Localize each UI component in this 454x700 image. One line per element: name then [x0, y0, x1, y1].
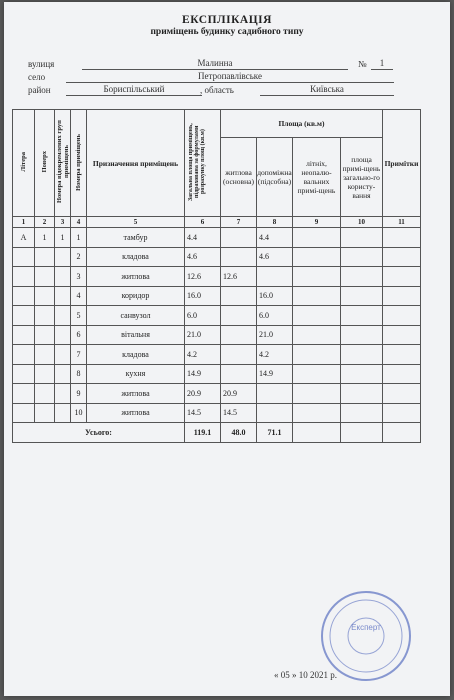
- header-aux: допоміжна (підсобна): [257, 138, 293, 217]
- cell-no: 7: [71, 345, 87, 365]
- cell-lit: [13, 364, 35, 384]
- column-number: 6: [185, 217, 221, 228]
- header-notes: Примітки: [383, 110, 421, 217]
- number-label: №: [358, 59, 367, 69]
- cell-lit: [13, 306, 35, 326]
- cell-empty: [341, 247, 383, 267]
- cell-name: житлова: [87, 267, 185, 287]
- cell-empty: [383, 384, 421, 404]
- header-room-no: Номера приміщень: [71, 110, 87, 217]
- cell-aux: [257, 384, 293, 404]
- column-number: 7: [221, 217, 257, 228]
- table-row: [13, 345, 421, 365]
- cell-no: 6: [71, 325, 87, 345]
- street-value: Малинна: [82, 58, 348, 70]
- cell-grp: [55, 247, 71, 267]
- cell-no: 3: [71, 267, 87, 287]
- cell-empty: [341, 306, 383, 326]
- cell-grp: [55, 286, 71, 306]
- cell-aux: 16.0: [257, 286, 293, 306]
- totals-total: 119.1: [185, 423, 221, 443]
- cell-floor: [35, 325, 55, 345]
- column-number: 8: [257, 217, 293, 228]
- totals-empty: [341, 423, 383, 443]
- column-number: 5: [87, 217, 185, 228]
- cell-lit: [13, 247, 35, 267]
- cell-name: тамбур: [87, 228, 185, 248]
- village-label: село: [28, 72, 46, 82]
- totals-aux: 71.1: [257, 423, 293, 443]
- oblast-value: Київська: [260, 84, 394, 96]
- header-litera: Літера: [13, 110, 35, 217]
- cell-aux: 14.9: [257, 364, 293, 384]
- cell-empty: [341, 345, 383, 365]
- cell-name: кладова: [87, 345, 185, 365]
- cell-empty: [341, 384, 383, 404]
- cell-living: [221, 306, 257, 326]
- cell-empty: [341, 228, 383, 248]
- column-number: 3: [55, 217, 71, 228]
- cell-floor: [35, 306, 55, 326]
- cell-total: 4.6: [185, 247, 221, 267]
- cell-living: 14.5: [221, 403, 257, 423]
- header-floor: Поверх: [35, 110, 55, 217]
- cell-no: 5: [71, 306, 87, 326]
- cell-aux: 4.2: [257, 345, 293, 365]
- header-total-area: Загальна площа приміщень, підрахована за формулами розрахунку площ (кв.м): [185, 110, 221, 217]
- totals-living: 48.0: [221, 423, 257, 443]
- cell-empty: [383, 325, 421, 345]
- cell-aux: 4.4: [257, 228, 293, 248]
- cell-living: 12.6: [221, 267, 257, 287]
- cell-name: житлова: [87, 403, 185, 423]
- explication-table: [12, 109, 421, 443]
- district-label: район: [28, 85, 51, 95]
- cell-total: 4.2: [185, 345, 221, 365]
- cell-empty: [293, 286, 341, 306]
- cell-aux: 4.6: [257, 247, 293, 267]
- cell-empty: [293, 267, 341, 287]
- cell-empty: [383, 267, 421, 287]
- table-row: [13, 228, 421, 248]
- cell-empty: [293, 384, 341, 404]
- cell-lit: [13, 403, 35, 423]
- column-number: 4: [71, 217, 87, 228]
- column-number: 9: [293, 217, 341, 228]
- cell-grp: [55, 384, 71, 404]
- document-subtitle: приміщень будинку садибного типу: [150, 27, 304, 37]
- header-common: площа примі-щень загально-го користу-вання: [341, 138, 383, 217]
- cell-no: 10: [71, 403, 87, 423]
- cell-no: 4: [71, 286, 87, 306]
- cell-living: [221, 364, 257, 384]
- cell-lit: [13, 267, 35, 287]
- cell-empty: [383, 403, 421, 423]
- cell-grp: [55, 403, 71, 423]
- cell-floor: [35, 384, 55, 404]
- totals-row: [13, 423, 421, 443]
- cell-lit: А: [13, 228, 35, 248]
- official-stamp: [320, 590, 412, 682]
- cell-empty: [383, 364, 421, 384]
- cell-lit: [13, 345, 35, 365]
- cell-name: санвузол: [87, 306, 185, 326]
- cell-empty: [341, 267, 383, 287]
- cell-living: [221, 247, 257, 267]
- table-row: [13, 267, 421, 287]
- document-title: ЕКСПЛІКАЦІЯ: [182, 14, 272, 26]
- table-row: [13, 384, 421, 404]
- cell-empty: [341, 286, 383, 306]
- cell-floor: [35, 345, 55, 365]
- table-row: [13, 325, 421, 345]
- cell-no: 2: [71, 247, 87, 267]
- column-number: 10: [341, 217, 383, 228]
- cell-empty: [293, 403, 341, 423]
- cell-living: [221, 345, 257, 365]
- cell-living: 20.9: [221, 384, 257, 404]
- cell-no: 1: [71, 228, 87, 248]
- oblast-label: , область: [200, 85, 234, 95]
- cell-aux: [257, 403, 293, 423]
- street-label: вулиця: [28, 59, 55, 69]
- cell-total: 12.6: [185, 267, 221, 287]
- stamp-text: Експерт: [351, 623, 381, 632]
- cell-grp: [55, 345, 71, 365]
- column-number: 2: [35, 217, 55, 228]
- cell-floor: [35, 286, 55, 306]
- cell-total: 6.0: [185, 306, 221, 326]
- cell-empty: [293, 325, 341, 345]
- header-purpose: Призначення приміщень: [87, 110, 185, 217]
- cell-empty: [383, 345, 421, 365]
- cell-empty: [383, 228, 421, 248]
- cell-living: [221, 286, 257, 306]
- cell-grp: [55, 306, 71, 326]
- cell-grp: 1: [55, 228, 71, 248]
- totals-label: Усього:: [13, 423, 185, 443]
- cell-empty: [293, 364, 341, 384]
- totals-empty: [383, 423, 421, 443]
- cell-empty: [383, 306, 421, 326]
- cell-floor: [35, 364, 55, 384]
- cell-empty: [293, 247, 341, 267]
- cell-total: 20.9: [185, 384, 221, 404]
- document-sheet: [4, 2, 450, 696]
- header-living: житлова (основна): [221, 138, 257, 217]
- cell-empty: [341, 403, 383, 423]
- table-row: [13, 286, 421, 306]
- cell-total: 14.9: [185, 364, 221, 384]
- cell-lit: [13, 325, 35, 345]
- cell-living: [221, 228, 257, 248]
- cell-lit: [13, 384, 35, 404]
- header-area: Площа (кв.м): [221, 110, 383, 138]
- table-row: [13, 403, 421, 423]
- cell-name: кухня: [87, 364, 185, 384]
- column-number: 11: [383, 217, 421, 228]
- cell-grp: [55, 325, 71, 345]
- cell-total: 16.0: [185, 286, 221, 306]
- cell-no: 8: [71, 364, 87, 384]
- cell-aux: 21.0: [257, 325, 293, 345]
- cell-aux: [257, 267, 293, 287]
- village-value: Петропавлівське: [66, 71, 394, 83]
- cell-grp: [55, 267, 71, 287]
- cell-aux: 6.0: [257, 306, 293, 326]
- cell-living: [221, 325, 257, 345]
- cell-empty: [293, 306, 341, 326]
- header-summer: літніх, неопалю-вальних примі-щень: [293, 138, 341, 217]
- cell-empty: [341, 364, 383, 384]
- table-row: [13, 364, 421, 384]
- column-numbers-row: [13, 217, 421, 228]
- cell-name: коридор: [87, 286, 185, 306]
- cell-grp: [55, 364, 71, 384]
- cell-total: 4.4: [185, 228, 221, 248]
- column-number: 1: [13, 217, 35, 228]
- cell-name: вітальня: [87, 325, 185, 345]
- cell-empty: [293, 228, 341, 248]
- cell-name: кладова: [87, 247, 185, 267]
- table-row: [13, 247, 421, 267]
- cell-total: 21.0: [185, 325, 221, 345]
- cell-name: житлова: [87, 384, 185, 404]
- cell-floor: 1: [35, 228, 55, 248]
- cell-lit: [13, 286, 35, 306]
- cell-total: 14.5: [185, 403, 221, 423]
- cell-floor: [35, 267, 55, 287]
- cell-empty: [293, 345, 341, 365]
- cell-floor: [35, 403, 55, 423]
- cell-empty: [383, 247, 421, 267]
- table-row: [13, 306, 421, 326]
- cell-empty: [341, 325, 383, 345]
- cell-floor: [35, 247, 55, 267]
- cell-no: 9: [71, 384, 87, 404]
- totals-empty: [293, 423, 341, 443]
- document-date: « 05 » 10 2021 р.: [274, 670, 337, 680]
- house-number: 1: [371, 58, 393, 70]
- cell-empty: [383, 286, 421, 306]
- district-value: Бориспільський: [66, 84, 202, 96]
- header-group: Номера відокремлених груп приміщень: [55, 110, 71, 217]
